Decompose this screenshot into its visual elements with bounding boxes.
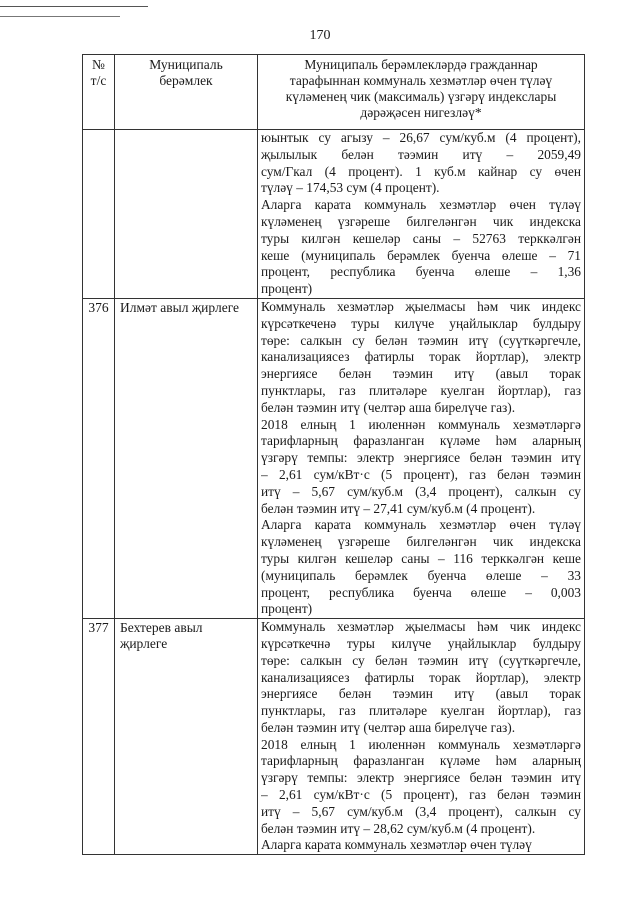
description-line: белән тәэмин итү (челтәр аша бирелүче газ). (261, 399, 516, 415)
description-line: Аларга карата коммуналь хезмәтләр өчен түләү (261, 837, 532, 853)
description-line: тарифларның фаразланган күләме һәм аларның (261, 433, 581, 449)
header-municipality-line: берәмлек (159, 73, 213, 88)
description-line: туры килгән кешеләр саны – 52763 терккәлгән (261, 230, 581, 246)
description-line: кеше (муниципаль берәмлек буенча өлеше – 71 (261, 247, 581, 263)
description-line: Коммуналь хезмәтләр җыелмасы һәм чик индекс (261, 619, 581, 635)
row-number: 376 (83, 298, 115, 618)
description-line: Коммуналь хезмәтләр җыелмасы һәм чик индекс (261, 298, 581, 314)
description-line: түләү – 174,53 сум (4 процент). (261, 180, 440, 196)
description-line: үзгәрү темпы: электр энергиясе белән тәэмин итү (261, 450, 581, 466)
description-line: Аларга карата коммуналь хезмәтләр өчен түләү (261, 517, 581, 533)
header-municipality-line: Муниципаль (149, 57, 223, 72)
table-row (83, 130, 585, 299)
description-line: процент) (261, 601, 313, 617)
description-line: энергиясе белән тәэмин итү (авыл торак (261, 686, 581, 702)
header-number-line: № (92, 57, 105, 72)
description-line: пунктлары, газ плитәләре куелган йортлар), газ (261, 703, 581, 719)
description-line: сум/Гкал (4 процент). 1 куб.м кайнар су өчен (261, 163, 581, 179)
description-line: күрсәткеченә туры килүче уңайлыклар булдыру (261, 315, 581, 331)
page-number: 170 (309, 28, 331, 43)
description-line: – 2,61 сум/кВт·с (5 процент), газ белән тәэмин (261, 466, 581, 482)
top-rule (0, 6, 148, 7)
description-line: туры килгән кешеләр саны – 116 терккәлгән кеше (261, 550, 581, 566)
description-line: процент, республика буенча өлеше – 0,003 (261, 584, 581, 600)
row-number (83, 130, 115, 299)
description-line: белән тәэмин итү – 27,41 сум/куб.м (4 процент). (261, 500, 536, 516)
header-description-line: күләменең чик (максималь) үзгәрү индекслары (285, 89, 557, 104)
municipality-name: Бехтерев авыл җирлеге (115, 619, 258, 855)
description-cell (258, 130, 585, 299)
table-row (83, 619, 585, 855)
description-line: күләменең үзгәреше билгеләнгән чик индекска (261, 534, 581, 550)
description-line: итү – 5,67 сум/куб.м (3,4 процент), салкын су (261, 803, 581, 819)
description-line: төре: салкын су белән тәэмин итү (суүткәргечле, (261, 332, 581, 348)
description-line: 2018 елның 1 июленнән коммуналь хезмәтләргә (261, 736, 581, 752)
description-line: төре: салкын су белән тәэмин итү (суүткәргечле, (261, 652, 581, 668)
header-description (258, 55, 585, 130)
description-line: 2018 елның 1 июленнән коммуналь хезмәтләргә (261, 416, 581, 432)
row-number: 377 (83, 619, 115, 855)
description-line: белән тәэмин итү – 28,62 сум/куб.м (4 процент). (261, 820, 536, 836)
header-description-line: дәрәҗәсен нигезләү* (360, 105, 482, 120)
description-line: җылылык белән тәэмин итү – 2059,49 (261, 146, 581, 162)
description-line: канализациясез фатирлы торак йортлар), электр (261, 669, 581, 685)
header-description-line: Муниципаль берәмлекләрдә гражданнар (304, 57, 538, 72)
description-line: энергиясе белән тәэмин итү (авыл торак (261, 366, 581, 382)
table-header-row (83, 55, 585, 130)
description-line: канализациясез фатирлы торак йортлар), электр (261, 349, 581, 365)
header-number (83, 55, 115, 130)
municipality-name: Илмәт авыл җирлеге (115, 298, 258, 618)
municipality-name (115, 130, 258, 299)
description-line: тарифларның фаразланган күләме һәм аларның (261, 753, 581, 769)
description-line: күрсәткечнә туры килүче уңайлыклар булдыру (261, 635, 581, 651)
description-line: – 2,61 сум/кВт·с (5 процент), газ белән тәэмин (261, 787, 581, 803)
description-line: күләменең үзгәреше билгеләнгән чик индекска (261, 213, 581, 229)
tariff-index-table (82, 54, 585, 855)
top-rule-secondary (0, 16, 120, 17)
description-line: процент, республика буенча өлеше – 1,36 (261, 264, 581, 280)
description-line: белән тәэмин итү (челтәр аша бирелүче газ). (261, 719, 516, 735)
description-line: (муниципаль берәмлек буенча өлеше – 33 (261, 567, 581, 583)
description-cell (258, 298, 585, 618)
description-line: итү – 5,67 сум/куб.м (3,4 процент), салкын су (261, 483, 581, 499)
table-row (83, 298, 585, 618)
header-description-line: тарафыннан коммуналь хезмәтләр өчен түләү (289, 73, 553, 88)
description-line: үзгәрү темпы: электр энергиясе белән тәэмин итү (261, 770, 581, 786)
description-line: Аларга карата коммуналь хезмәтләр өчен түләү (261, 197, 581, 213)
description-line: юынтык су агызу – 26,67 сум/куб.м (4 процент), (261, 130, 581, 145)
description-line: процент) (261, 281, 313, 297)
description-cell (258, 619, 585, 855)
header-number-line: т/с (90, 73, 107, 88)
description-line: пунктлары, газ плитәләре куелган йортлар), газ (261, 382, 581, 398)
header-municipality (115, 55, 258, 130)
